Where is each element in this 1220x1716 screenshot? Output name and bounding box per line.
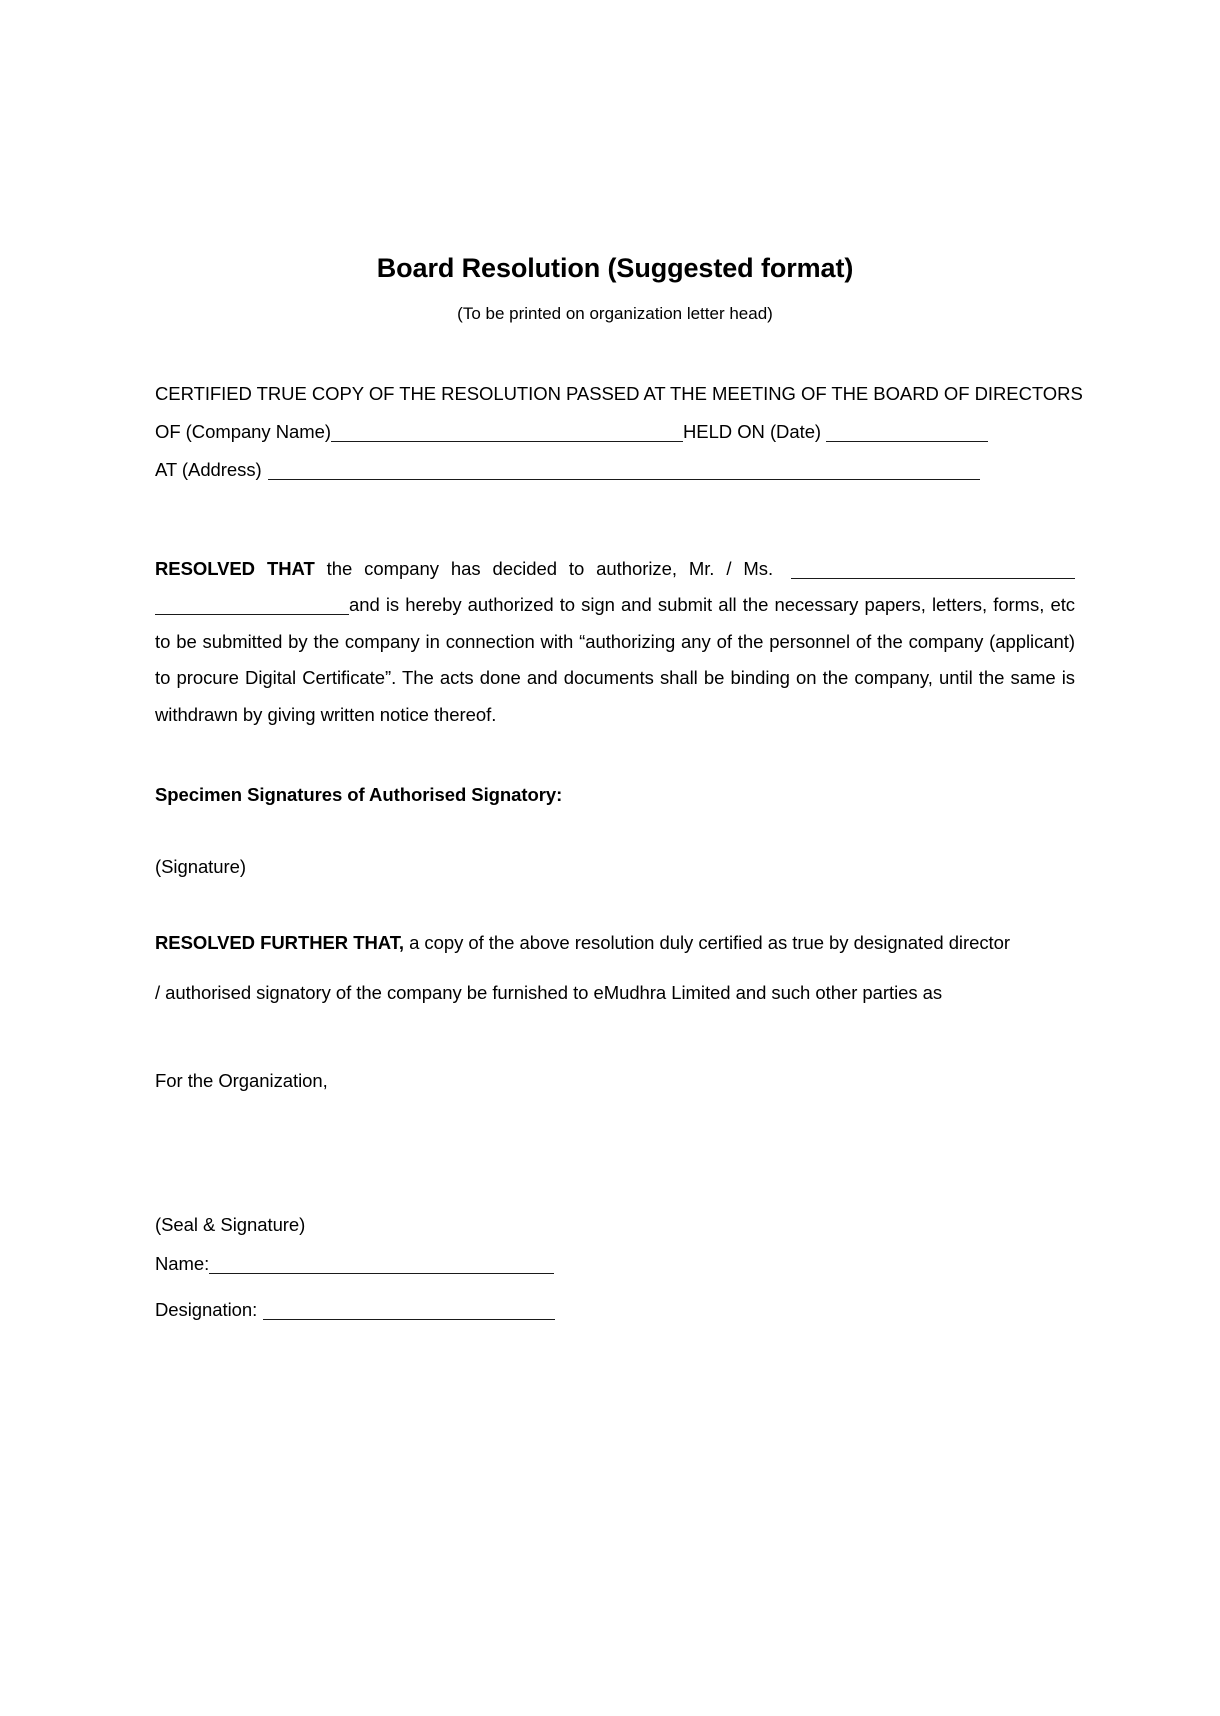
resolved-further-paragraph [155,929,1035,957]
designation-field[interactable] [263,1319,555,1320]
held-on-label: HELD ON (Date) [682,420,822,442]
designation-label: Designation: [155,1299,258,1321]
company-name-line [155,413,1075,451]
resolved-that-text-1: the company has decided to authorize, Mr. / Ms. [314,557,785,579]
signature-label: (Signature) [155,856,246,878]
resolved-that-lead: RESOLVED THAT [155,557,315,579]
certified-true-copy-line: CERTIFIED TRUE COPY OF THE RESOLUTION PASSED AT THE MEETING OF THE BOARD OF DIRECTORS [155,382,1083,404]
name-label: Name: [155,1253,210,1275]
page-subtitle: (To be printed on organization letter head) [457,304,773,324]
address-field[interactable] [268,479,980,480]
seal-and-signature-label: (Seal & Signature) [155,1214,306,1236]
document-body [155,0,1083,1329]
page-title: Board Resolution (Suggested format) [376,253,854,283]
company-name-field[interactable] [331,441,683,442]
name-field[interactable] [209,1273,554,1274]
company-name-label: OF (Company Name) [155,420,331,442]
authorized-person-field[interactable] [791,578,1075,579]
spacer [155,325,1075,375]
specimen-signatures-heading: Specimen Signatures of Authorised Signatory: [155,784,563,806]
held-on-date-field[interactable] [826,441,988,442]
resolved-further-lead: RESOLVED FURTHER THAT, [155,932,404,954]
resolved-that-text-2: and is hereby authorized to sign and submit all the necessary papers, letters, forms, etc to be submitted by the company in connection with “authorizing any of the personnel of the company (applicant) to procure Digital Certificate”. The acts done and documents shall be binding on the company, until the same is withdrawn by giving written notice thereof. [155,594,1075,725]
name-line [155,1245,1075,1283]
address-label: AT (Address) [155,458,262,480]
for-the-organization-label: For the Organization, [155,1070,328,1092]
authorized-person-field-2[interactable] [155,614,349,615]
designation-line [155,1291,1075,1329]
resolved-that-paragraph [155,551,1075,734]
resolved-further-text: a copy of the above resolution duly certified as true by designated director [404,932,1010,954]
resolved-further-continuation: / authorised signatory of the company be furnished to eMudhra Limited and such other parties as [155,982,943,1004]
address-line [155,451,1075,489]
resolved-that-first-line [155,558,1075,579]
